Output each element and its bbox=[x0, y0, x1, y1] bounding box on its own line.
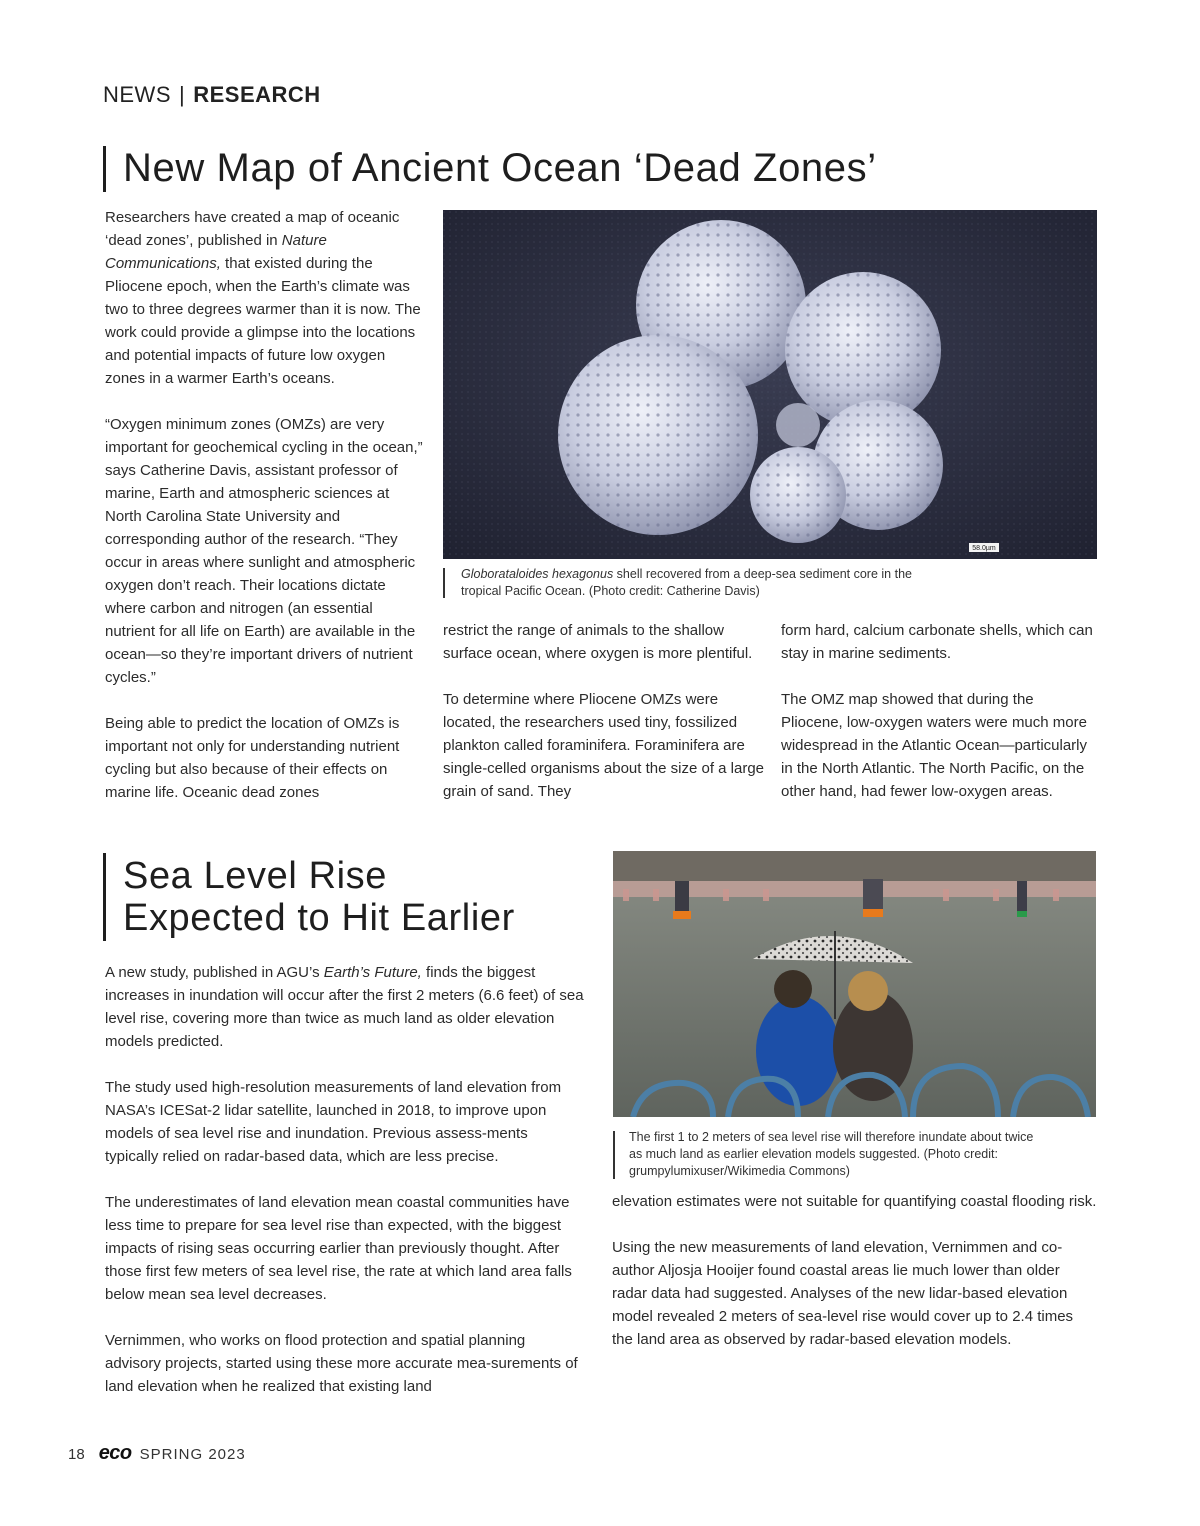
article-2-title-line-1: Sea Level Rise bbox=[123, 855, 387, 897]
section-name: NEWS bbox=[103, 82, 171, 107]
article-2-paragraph: The study used high-resolution measurements of land elevation from NASA’s ICESat-2 lidar satellite, launched in 2018, to improve upon models of sea level rise and inundation. Previous assess-ments typically relied on radar-based data, which are less precise. bbox=[105, 1079, 562, 1165]
issue-label: SPRING 2023 bbox=[139, 1446, 246, 1463]
article-1-column-2 bbox=[443, 619, 768, 803]
species-name: Globorataloides hexagonus bbox=[461, 567, 614, 581]
article-2-column-1 bbox=[105, 961, 585, 1398]
section-label bbox=[103, 82, 321, 108]
article-2-paragraph: Vernimmen, who works on flood protection and spatial planning advisory projects, started using these more accurate mea-surements of land elevation when he realized that existing land bbox=[105, 1332, 578, 1395]
foraminifera-photo bbox=[443, 210, 1097, 559]
article-2-title bbox=[123, 855, 515, 939]
article-1-paragraph: The OMZ map showed that during the Pliocene, low-oxygen waters were much more widespread in the Atlantic Ocean—particularly in the North Atlantic. The North Pacific, on the other hand, had fewer low-oxygen areas. bbox=[781, 691, 1087, 800]
page-footer bbox=[68, 1442, 246, 1465]
article-1-title: New Map of Ancient Ocean ‘Dead Zones’ bbox=[123, 146, 877, 190]
subsection-name: RESEARCH bbox=[193, 82, 321, 107]
article-1-column-1 bbox=[105, 206, 425, 804]
article-2-paragraph: Using the new measurements of land elevation, Vernimmen and co-author Aljosja Hooijer found coastal areas lie much lower than older radar data had suggested. Analyses of the new lidar-based elevation model revealed 2 meters of sea-level rise would cover up to 2.4 times the land area as observed by radar-based elevation models. bbox=[612, 1239, 1074, 1348]
article-2-paragraph: A new study, published in AGU’s Earth’s Future, finds the biggest increases in inundation will occur after the first 2 meters (6.6 feet) of sea level rise, covering more than twice as much land as older elevation models predicted. bbox=[105, 964, 584, 1050]
caption-bar bbox=[613, 1131, 615, 1179]
article-1-paragraph: To determine where Pliocene OMZs were located, the researchers used tiny, fossilized plankton called foraminifera. Foraminifera are single-celled organisms about the size of a large grain of sand. They bbox=[443, 691, 765, 800]
article-1-paragraph: “Oxygen minimum zones (OMZs) are very important for geochemical cycling in the ocean,” says Catherine Davis, assistant professor of marine, Earth and atmospheric sciences at North Carolina State University and corresponding author of the research. “They occur in areas where sunlight and atmospheric oxygen don’t reach. Their locations dictate where carbon and nitrogen (an essential nutrient for all life on Earth) are available in the ocean—so they’re important drivers of nutrient cycles.” bbox=[105, 416, 423, 686]
article-1-column-3 bbox=[781, 619, 1097, 803]
article-1-paragraph: form hard, calcium carbonate shells, which can stay in marine sediments. bbox=[781, 622, 1093, 662]
article-1-paragraph: Being able to predict the location of OMZs is important not only for understanding nutrient cycling but also because of their effects on marine life. Oceanic dead zones bbox=[105, 715, 400, 801]
magazine-logo: eco bbox=[98, 1442, 132, 1464]
article-2-paragraph: elevation estimates were not suitable for quantifying coastal flooding risk. bbox=[612, 1193, 1097, 1210]
scale-bar-label: 58.0µm bbox=[972, 545, 996, 552]
page-number: 18 bbox=[68, 1446, 85, 1463]
article-2-paragraph: The underestimates of land elevation mean coastal communities have less time to prepare for sea level rise than expected, with the biggest impacts of rising seas occurring earlier than previously thought. After those first few meters of sea level rise, the rate at which land area falls below mean sea level decreases. bbox=[105, 1194, 572, 1303]
article-1-paragraph: Researchers have created a map of oceanic ‘dead zones’, published in Nature Communications, that existed during the Pliocene epoch, when the Earth’s climate was two to three degrees warmer than it is now. The work could provide a glimpse into the locations and potential impacts of future low oxygen zones in a warmer Earth’s oceans. bbox=[105, 209, 421, 387]
headline-accent-bar bbox=[103, 146, 106, 192]
flood-photo bbox=[613, 851, 1096, 1117]
article-2-column-2 bbox=[612, 1190, 1097, 1351]
article-1-paragraph: restrict the range of animals to the shallow surface ocean, where oxygen is more plentiful. bbox=[443, 622, 753, 662]
flood-photo-caption: The first 1 to 2 meters of sea level rise will therefore inundate about twice as much land as earlier elevation models suggested. (Photo credit: grumpylumixuser/Wikimedia Commons) bbox=[629, 1130, 1034, 1178]
article-2-title-line-2: Expected to Hit Earlier bbox=[123, 897, 515, 939]
foraminifera-caption: Globorataloides hexagonus shell recovered from a deep-sea sediment core in the tropical Pacific Ocean. (Photo credit: Catherine Davis) bbox=[461, 567, 912, 598]
caption-bar bbox=[443, 568, 445, 598]
journal-name: Nature Communications, bbox=[105, 232, 327, 272]
section-separator: | bbox=[179, 82, 186, 107]
headline-accent-bar bbox=[103, 853, 106, 941]
journal-name: Earth’s Future, bbox=[323, 964, 422, 981]
